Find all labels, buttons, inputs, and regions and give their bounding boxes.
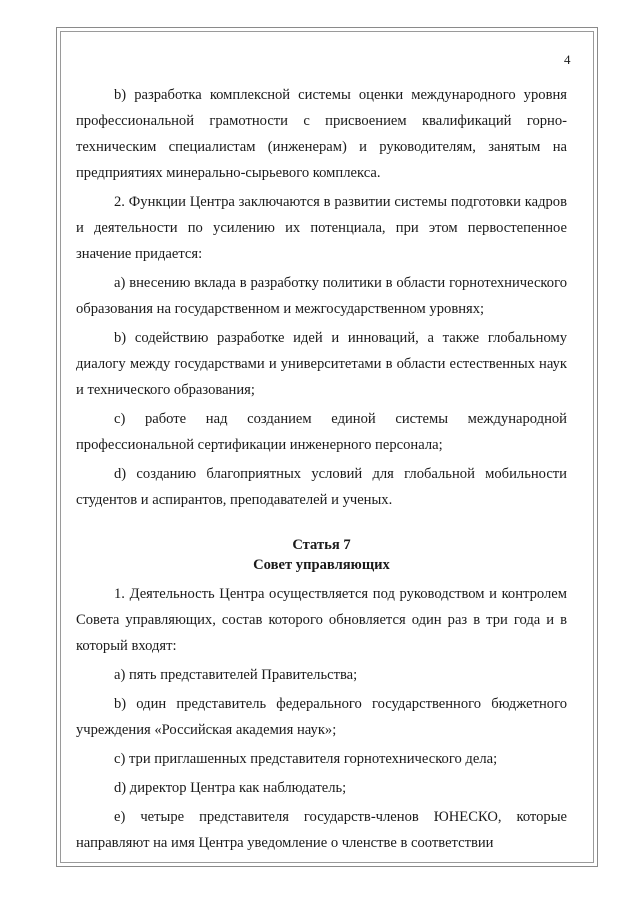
paragraph-2: 2. Функции Центра заключаются в развитии системы подготовки кадров и деятельности по усилению их потенциала, при этом первостепенное значение придается: bbox=[76, 194, 567, 262]
paragraph-7-1c: c) три приглашенных представителя горнотехнического дела; bbox=[114, 751, 498, 767]
paragraph-7-1b: b) один представитель федерального государственного бюджетного учреждения «Российская академия наук»; bbox=[76, 696, 567, 738]
paragraph-2b: b) содействию разработке идей и инноваций, а также глобальному диалогу между государствами и университетами в области естественных наук и технического образования; bbox=[76, 330, 567, 398]
article-heading bbox=[76, 535, 567, 575]
paragraph-2a: a) внесению вклада в разработку политики в области горнотехнического образования на государственном и межгосударственном уровнях; bbox=[76, 275, 567, 317]
paragraph-7-1: 1. Деятельность Центра осуществляется под руководством и контролем Совета управляющих, состав которого обновляется один раз в три года и в который входят: bbox=[76, 586, 567, 654]
page-number: 4 bbox=[564, 52, 571, 67]
paragraph-2d: d) созданию благоприятных условий для глобальной мобильности студентов и аспирантов, преподавателей и ученых. bbox=[76, 466, 567, 508]
paragraph-7-1a: a) пять представителей Правительства; bbox=[114, 667, 358, 683]
paragraph-2c: c) работе над созданием единой системы международной профессиональной сертификации инженерного персонала; bbox=[76, 411, 567, 453]
paragraph-1b: b) разработка комплексной системы оценки международного уровня профессиональной грамотности с присвоением квалификаций горно-техническим специалистам (инженерам) и руководителям, занятым на предприятиях минерально-сырьевого комплекса. bbox=[76, 87, 567, 181]
article-title: Совет управляющих bbox=[253, 557, 390, 573]
document-body bbox=[76, 82, 567, 859]
paragraph-7-1e: e) четыре представителя государств-членов ЮНЕСКО, которые направляют на имя Центра уведомление о членстве в соответствии bbox=[76, 809, 567, 851]
paragraph-7-1d: d) директор Центра как наблюдатель; bbox=[114, 780, 347, 796]
article-number: Статья 7 bbox=[292, 537, 351, 553]
